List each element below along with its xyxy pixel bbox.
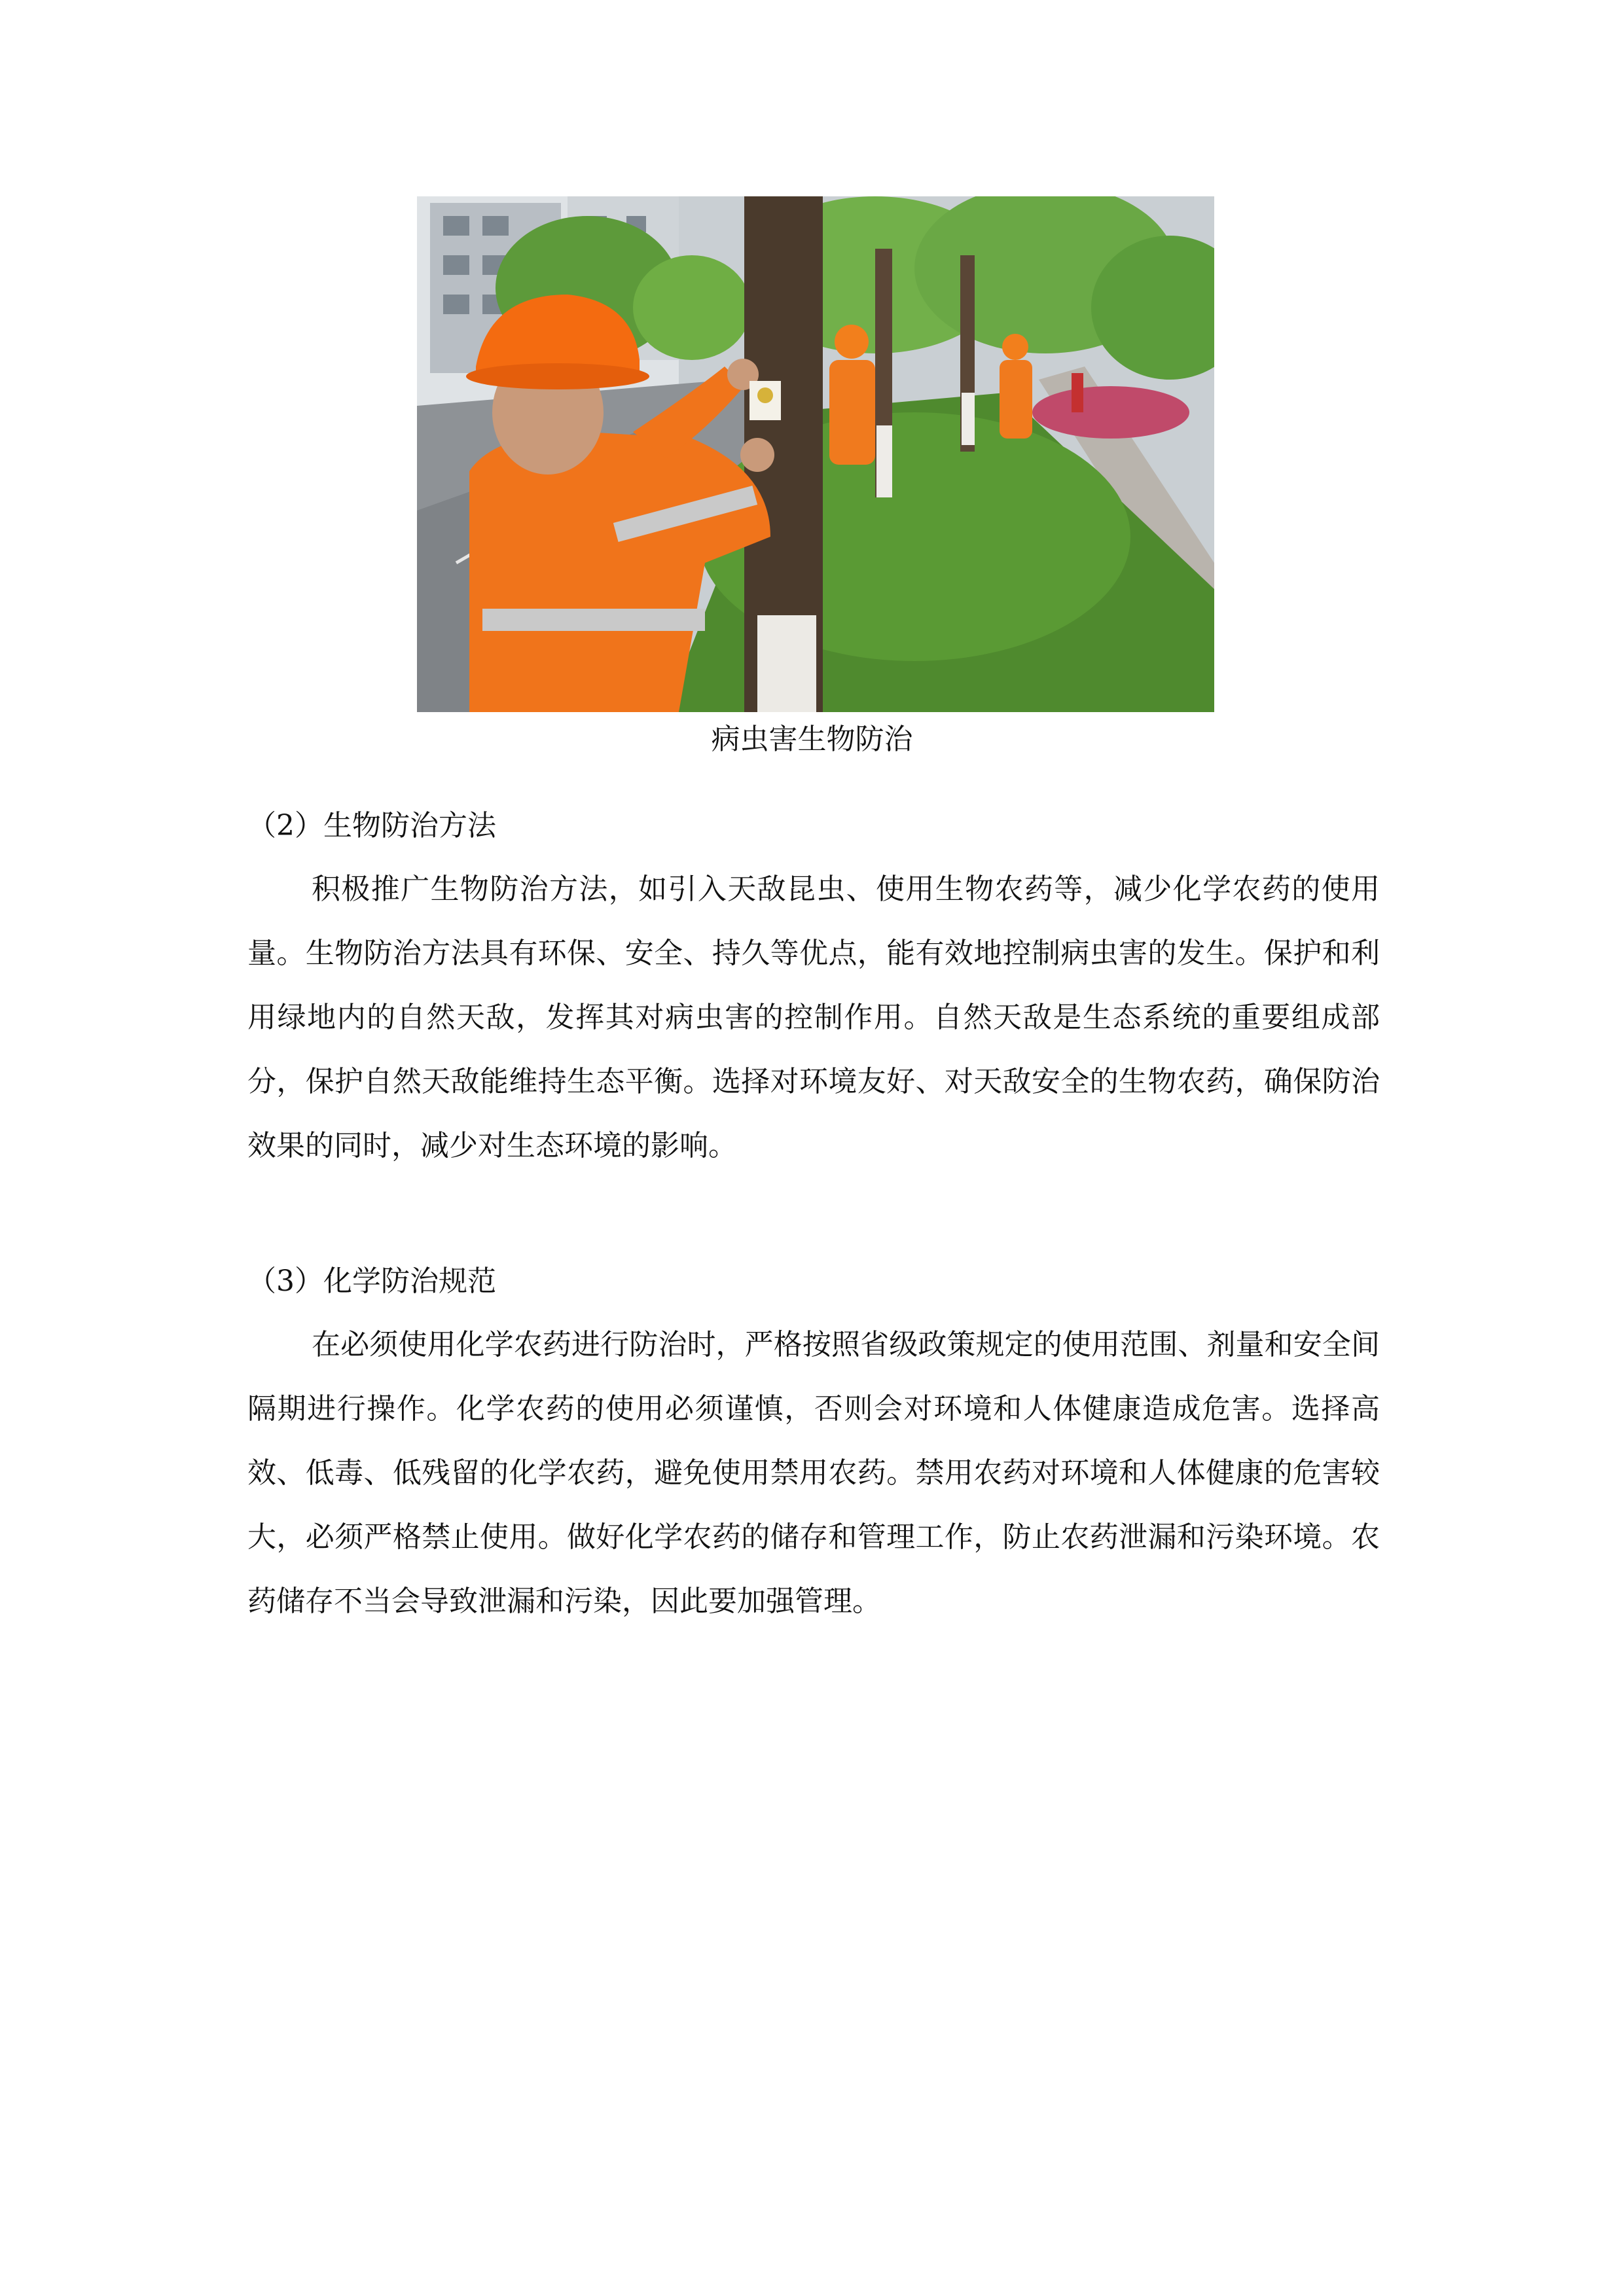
section-heading-chemical: （3）化学防治规范 bbox=[247, 1265, 496, 1298]
section-heading-biological: （2）生物防治方法 bbox=[247, 809, 496, 842]
section-body-biological: 积极推广生物防治方法，如引入天敌昆虫、使用生物农药等，减少化学农药的使用量。生物防治方法具有环保、安全、持久等优点，能有效地控制病虫害的发生。保护和利用绿地内的自然天敌，发挥其对病虫害的控制作用。自然天敌是生态系统的重要组成部分，保护自然天敌能维持生态平衡。选择对环境友好、对天敌安全的生物农药，确保防治效果的同时，减少对生态环境的影响。 bbox=[247, 872, 1380, 1162]
figure-caption: 病虫害生物防治 bbox=[711, 723, 913, 756]
workers-tree-photo bbox=[417, 196, 1214, 712]
figure-photo bbox=[417, 196, 1214, 712]
section-body-chemical: 在必须使用化学农药进行防治时，严格按照省级政策规定的使用范围、剂量和安全间隔期进行操作。化学农药的使用必须谨慎，否则会对环境和人体健康造成危害。选择高效、低毒、低残留的化学农药，避免使用禁用农药。禁用农药对环境和人体健康的危害较大，必须严格禁止使用。做好化学农药的储存和管理工作，防止农药泄漏和污染环境。农药储存不当会导致泄漏和污染，因此要加强管理。 bbox=[247, 1328, 1380, 1618]
